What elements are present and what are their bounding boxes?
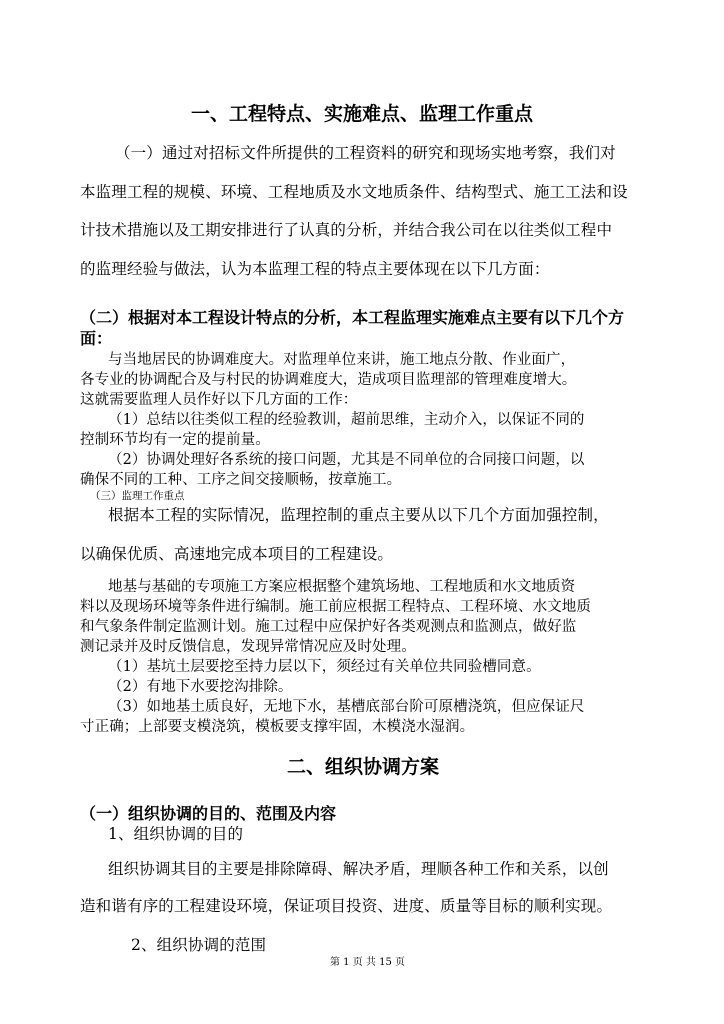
section2-para-line: 组织协调其目的主要是排除障碍、解决矛盾，理顺各种工作和关系，以创: [108, 860, 609, 878]
para4-line: （1）基坑土层要挖至持力层以下，须经过有关单位共同验槽同意。: [108, 659, 541, 675]
para3-line: 根据本工程的实际情况，监理控制的重点主要从以下几个方面加强控制，: [108, 506, 609, 524]
para2-line: （2）协调处理好各系统的接口问题，尤其是不同单位的合同接口问题，以: [108, 452, 585, 468]
section2-para-line: 造和谐有序的工程建设环境，保证项目投资、进度、质量等目标的顺利实现。: [80, 897, 613, 915]
section2-heading: 二、组织协调方案: [287, 756, 440, 778]
page-footer: 第 1 页 共 15 页: [330, 957, 405, 968]
section1-heading: 一、工程特点、实施难点、监理工作重点: [191, 103, 534, 125]
para1-line: 的监理经验与做法，认为本监理工程的特点主要体现在以下几方面：: [80, 260, 550, 278]
para4-line: 寸正确；上部要支模浇筑，模板要支撑牢固，木模浇水湿润。: [80, 719, 475, 735]
para4-line: （2）有地下水要挖沟排除。: [108, 679, 293, 695]
para1-line: （一）通过对招标文件所提供的工程资料的研究和现场实地考察，我们对: [115, 144, 616, 162]
para4-line: 测记录并及时反馈信息，发现异常情况应及时处理。: [80, 639, 416, 655]
para2-line: 控制环节均有一定的提前量。: [80, 432, 270, 448]
para2-line: 这就需要监理人员作好以下几方面的工作：: [80, 392, 358, 408]
para2-line: 各专业的协调配合及与村民的协调难度大，造成项目监理部的管理难度增大。: [80, 372, 577, 388]
para4-line: （3）如地基土质良好，无地下水，基槽底部台阶可原槽浇筑，但应保证尺: [108, 699, 585, 715]
para4-line: 和气象条件制定监测计划。施工过程中应保护好各类观测点和监测点，做好监: [80, 619, 577, 635]
section2-subheading: （一）组织协调的目的、范围及内容: [80, 804, 337, 823]
para2-line: 与当地居民的协调难度大。对监理单位来讲，施工地点分散、作业面广，: [108, 352, 576, 368]
para2-line: 确保不同的工种、工序之间交接顺畅，按章施工。: [80, 472, 402, 488]
subheading-key-points: （三）监理工作重点: [90, 490, 185, 502]
item1-label: 1、组织协调的目的: [108, 825, 244, 843]
subheading-difficulties: （二）根据对本工程设计特点的分析，本工程监理实施难点主要有以下几个方: [80, 308, 625, 327]
para1-line: 计技术措施以及工期安排进行了认真的分析，并结合我公司在以往类似工程中: [80, 221, 613, 239]
item2-label: 2、组织协调的范围: [131, 936, 267, 954]
para1-line: 本监理工程的规模、环境、工程地质及水文地质条件、结构型式、施工工法和设: [80, 183, 628, 201]
subheading-difficulties-cont: 面：: [80, 329, 113, 348]
para4-line: 料以及现场环境等条件进行编制。施工前应根据工程特点、工程环境、水文地质: [80, 599, 591, 615]
para3-line: 以确保优质、高速地完成本项目的工程建设。: [80, 545, 394, 563]
para4-line: 地基与基础的专项施工方案应根据整个建筑场地、工程地质和水文地质资: [108, 579, 576, 595]
para2-line: （1）总结以往类似工程的经验教训，超前思维，主动介入，以保证不同的: [108, 412, 585, 428]
